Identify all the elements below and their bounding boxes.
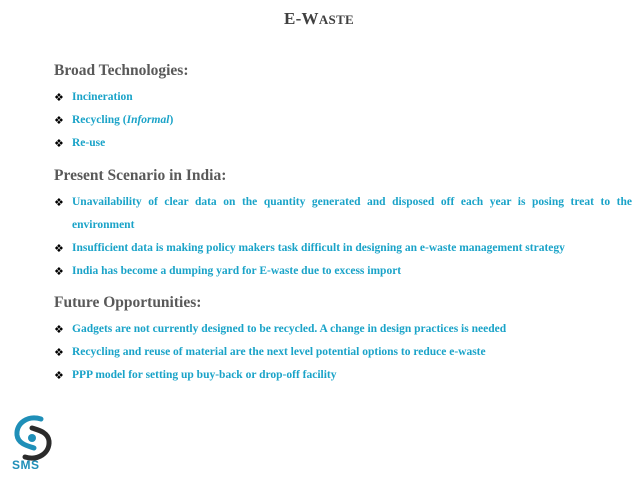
list-item (54, 237, 632, 260)
list-item (54, 341, 632, 364)
list-item (54, 318, 632, 341)
list-item-text: Insufficient data is making policy makers task difficult in designing an e-waste management strategy (72, 242, 565, 254)
bullet-icon: ❖ (54, 114, 64, 127)
list-item-text: Gadgets are not currently designed to be recycled. A change in design practices is needed (72, 323, 507, 335)
list-item (54, 191, 632, 237)
list-item (54, 109, 632, 132)
section-heading: Present Scenario in India: (54, 167, 227, 184)
list-item-text: Incineration (72, 91, 133, 103)
logo-text: SMS (12, 458, 40, 472)
bullet-icon: ❖ (54, 323, 64, 336)
list-item-text: Unavailability of clear data on the quantity generated and disposed off each year is posing treat to the environment (72, 196, 632, 231)
bullet-icon: ❖ (54, 91, 64, 104)
bullet-list (54, 86, 632, 155)
list-item-text: PPP model for setting up buy-back or drop-off facility (72, 369, 337, 381)
list-item-after: ) (169, 114, 174, 126)
section-present-scenario (54, 167, 632, 283)
list-item (54, 86, 632, 109)
list-item-text: Re-use (72, 137, 106, 149)
section-heading: Future Opportunities: (54, 294, 202, 311)
list-item-italic: Informal (126, 114, 170, 126)
list-item-text: Recycling ( (72, 114, 127, 126)
list-item (54, 132, 632, 155)
section-future-opportunities (54, 294, 632, 387)
bullet-icon: ❖ (54, 369, 64, 382)
bullet-list (54, 318, 632, 387)
title-first: E-W (283, 9, 319, 28)
title-rest: ASTE (318, 12, 355, 27)
list-item (54, 260, 632, 283)
bullet-icon: ❖ (54, 346, 64, 359)
bullet-list (54, 191, 632, 283)
list-item-text: Recycling and reuse of material are the next level potential options to reduce e-waste (72, 346, 486, 358)
bullet-icon: ❖ (54, 137, 64, 150)
section-heading: Broad Technologies: (54, 62, 189, 79)
list-item (54, 364, 632, 387)
bullet-icon: ❖ (54, 242, 64, 255)
bullet-icon: ❖ (54, 196, 64, 209)
section-broad-technologies (54, 62, 632, 155)
bullet-icon: ❖ (54, 265, 64, 278)
list-item-text: India has become a dumping yard for E-waste due to excess import (72, 265, 402, 277)
slide-title (0, 9, 638, 29)
